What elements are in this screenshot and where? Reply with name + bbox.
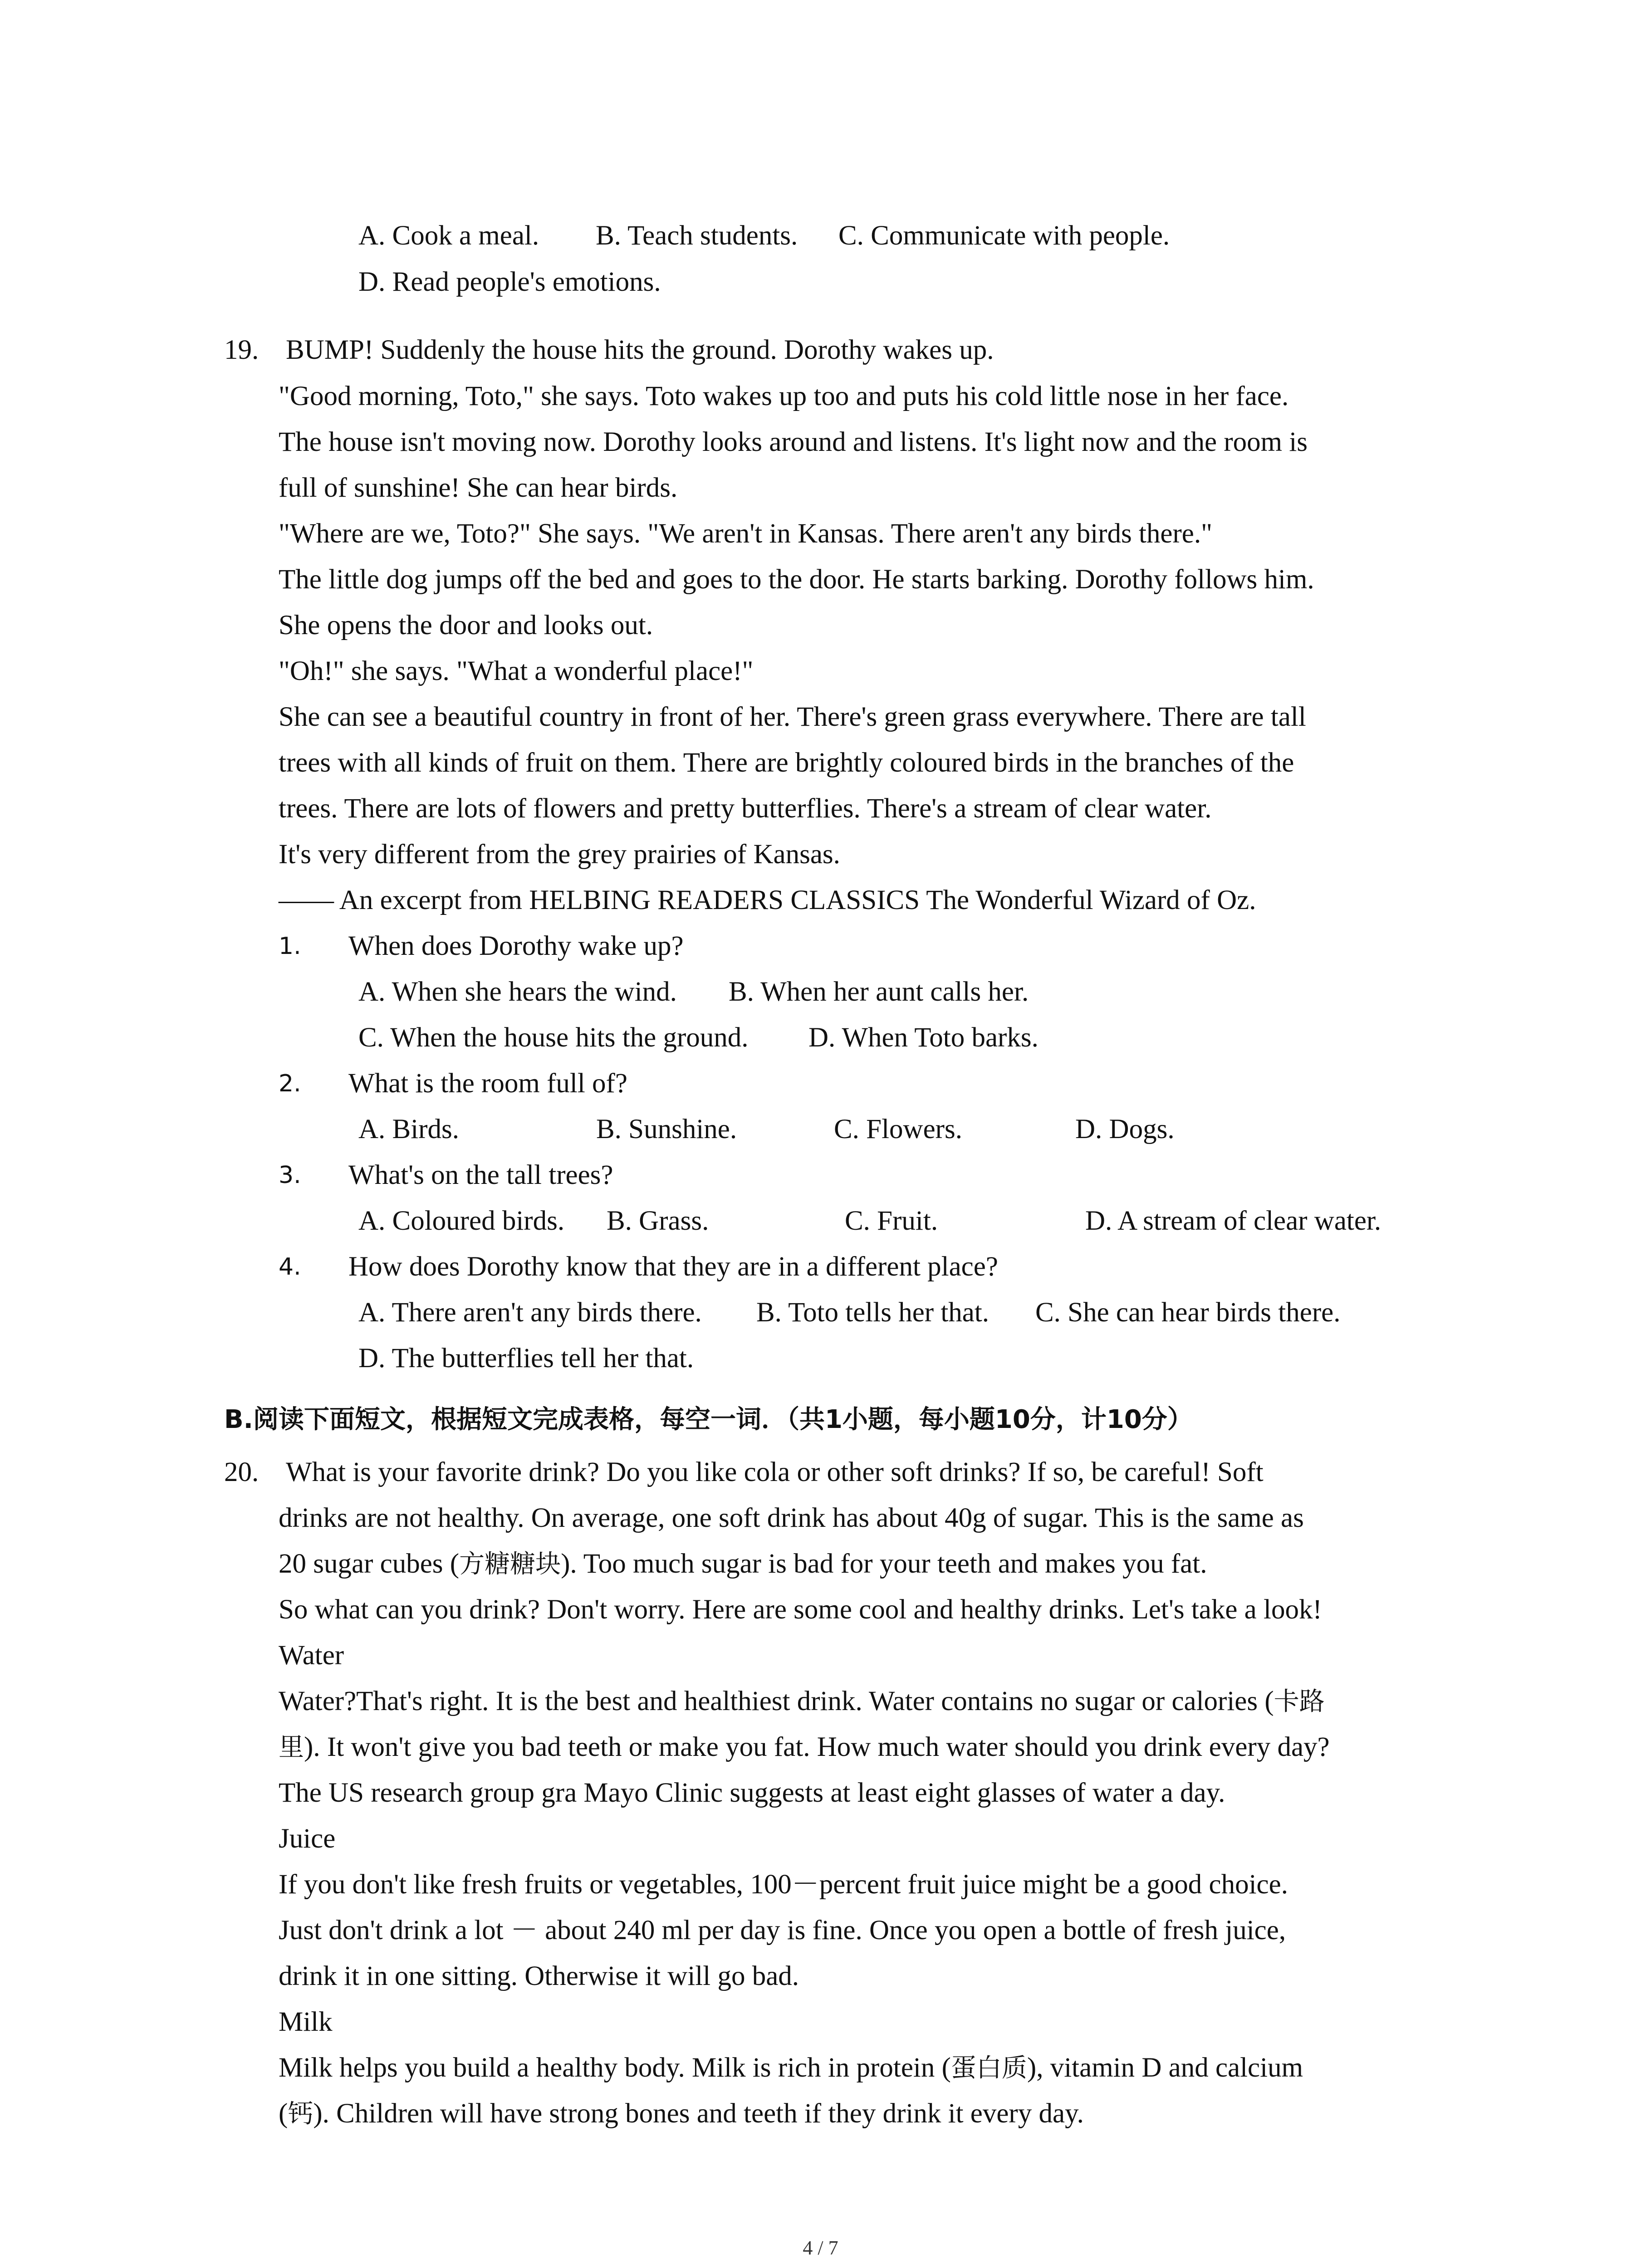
q19-passage-line: BUMP! Suddenly the house hits the ground. Dorothy wakes up. <box>286 335 994 365</box>
q20-passage-line: What is your favorite drink? Do you like cola or other soft drinks? If so, be careful! Soft <box>286 1457 1264 1487</box>
q19-subquestion-text: What's on the tall trees? <box>348 1160 613 1190</box>
q19-subquestion-number: 2. <box>279 1070 301 1097</box>
q19-q1-option-c: C. When the house hits the ground. <box>358 1022 749 1053</box>
q20-text: Water?That's right. It is the best and healthiest drink. Water contains no sugar or calories ( <box>279 1686 1274 1716</box>
q19-q4-option-c: C. She can hear birds there. <box>1035 1297 1341 1328</box>
q19-q2-option-c: C. Flowers. <box>834 1114 962 1144</box>
q19-passage-line: She can see a beautiful country in front of her. There's green grass everywhere. There are tall <box>279 702 1306 732</box>
q19-passage-line: "Oh!" she says. "What a wonderful place!" <box>279 656 754 686</box>
q19-passage-line: trees. There are lots of flowers and pretty butterflies. There's a stream of clear water. <box>279 793 1212 824</box>
q20-number: 20. <box>224 1457 259 1487</box>
q19-passage-line: "Good morning, Toto," she says. Toto wakes up too and puts his cold little nose in her face. <box>279 381 1289 411</box>
q19-q4-option-b: B. Toto tells her that. <box>756 1297 989 1328</box>
q20-passage-line <box>279 1679 1325 1725</box>
q20-text: ). Children will have strong bones and teeth if they drink it every day. <box>313 2098 1084 2129</box>
q20-text: ( <box>279 2098 288 2129</box>
q20-passage-line: drinks are not healthy. On average, one soft drink has about 40g of sugar. This is the same as <box>279 1503 1304 1533</box>
q19-q2-option-a: A. Birds. <box>358 1114 459 1144</box>
q20-passage-line: So what can you drink? Don't worry. Here are some cool and healthy drinks. Let's take a look! <box>279 1594 1322 1625</box>
q19-number: 19. <box>224 335 259 365</box>
q19-q4-option-a: A. There aren't any birds there. <box>358 1297 702 1328</box>
q19-subquestion-number: 1. <box>279 933 301 960</box>
q20-subheading-milk: Milk <box>279 2007 333 2037</box>
q19-q3-option-d: D. A stream of clear water. <box>1085 1206 1381 1236</box>
q19-subquestion-text: How does Dorothy know that they are in a different place? <box>348 1251 998 1282</box>
q18-option-d: D. Read people's emotions. <box>358 267 661 297</box>
q18-option-c: C. Communicate with people. <box>838 220 1170 251</box>
q19-q4-option-d: D. The butterflies tell her that. <box>358 1343 694 1374</box>
q19-passage-line: full of sunshine! She can hear birds. <box>279 473 678 503</box>
q20-passage-line: Just don't drink a lot － about 240 ml per day is fine. Once you open a bottle of fresh juice, <box>279 1915 1286 1945</box>
q20-passage-line <box>279 1725 1330 1770</box>
q19-subquestion-text: When does Dorothy wake up? <box>348 931 684 961</box>
q19-passage-line: "Where are we, Toto?" She says. "We aren't in Kansas. There aren't any birds there." <box>279 518 1213 549</box>
q20-gloss: 里 <box>279 1733 304 1762</box>
q19-q1-option-b: B. When her aunt calls her. <box>729 977 1029 1007</box>
q20-text: ). Too much sugar is bad for your teeth and makes you fat. <box>561 1549 1207 1579</box>
q19-q3-option-a: A. Coloured birds. <box>358 1206 565 1236</box>
q20-text: 20 sugar cubes ( <box>279 1549 460 1579</box>
q20-subheading-water: Water <box>279 1640 344 1671</box>
q18-option-b: B. Teach students. <box>596 220 798 251</box>
q20-passage-line <box>279 2045 1303 2091</box>
q20-passage-line <box>279 2091 1084 2137</box>
q19-q1-option-d: D. When Toto barks. <box>808 1022 1038 1053</box>
q19-passage-line: trees with all kinds of fruit on them. There are brightly coloured birds in the branches of the <box>279 748 1294 778</box>
q20-text: ). It won't give you bad teeth or make you fat. How much water should you drink every day? <box>304 1732 1330 1762</box>
q20-gloss: 方糖糖块 <box>459 1549 561 1579</box>
q19-q3-option-b: B. Grass. <box>607 1206 709 1236</box>
q20-subheading-juice: Juice <box>279 1823 336 1854</box>
page-number: 4 / 7 <box>803 2237 838 2259</box>
q19-subquestion-number: 3. <box>279 1162 301 1189</box>
q19-q2-option-b: B. Sunshine. <box>596 1114 737 1144</box>
q20-text: ), vitamin D and calcium <box>1027 2053 1303 2083</box>
q20-text: Milk helps you build a healthy body. Milk is rich in protein ( <box>279 2053 951 2083</box>
q19-subquestion-text: What is the room full of? <box>348 1068 627 1099</box>
q19-passage-line: The little dog jumps off the bed and goes to the door. He starts barking. Dorothy follows him. <box>279 564 1314 595</box>
q20-gloss: 卡路 <box>1274 1687 1325 1716</box>
q18-option-a: A. Cook a meal. <box>358 220 539 251</box>
q19-subquestion-number: 4. <box>279 1253 301 1281</box>
q19-q3-option-c: C. Fruit. <box>845 1206 938 1236</box>
q20-passage-line <box>279 1541 1207 1587</box>
q19-passage-line: The house isn't moving now. Dorothy looks around and listens. It's light now and the room is <box>279 427 1308 457</box>
q20-gloss: 钙 <box>288 2099 314 2129</box>
q20-passage-line: drink it in one sitting. Otherwise it will go bad. <box>279 1961 799 1991</box>
q19-source-credit: —— An excerpt from HELBING READERS CLASSICS The Wonderful Wizard of Oz. <box>279 885 1256 915</box>
q20-passage-line: The US research group gra Mayo Clinic suggests at least eight glasses of water a day. <box>279 1778 1225 1808</box>
q19-passage-line: She opens the door and looks out. <box>279 610 653 640</box>
q20-passage-line: If you don't like fresh fruits or vegetables, 100－percent fruit juice might be a good choice. <box>279 1869 1288 1900</box>
q19-q1-option-a: A. When she hears the wind. <box>358 977 677 1007</box>
q19-q2-option-d: D. Dogs. <box>1075 1114 1175 1144</box>
q20-gloss: 蛋白质 <box>950 2053 1027 2083</box>
section-b-heading: B.阅读下面短文，根据短文完成表格，每空一词．（共1小题，每小题10分，计10分） <box>224 1405 1193 1434</box>
q19-passage-line: It's very different from the grey prairies of Kansas. <box>279 839 840 870</box>
